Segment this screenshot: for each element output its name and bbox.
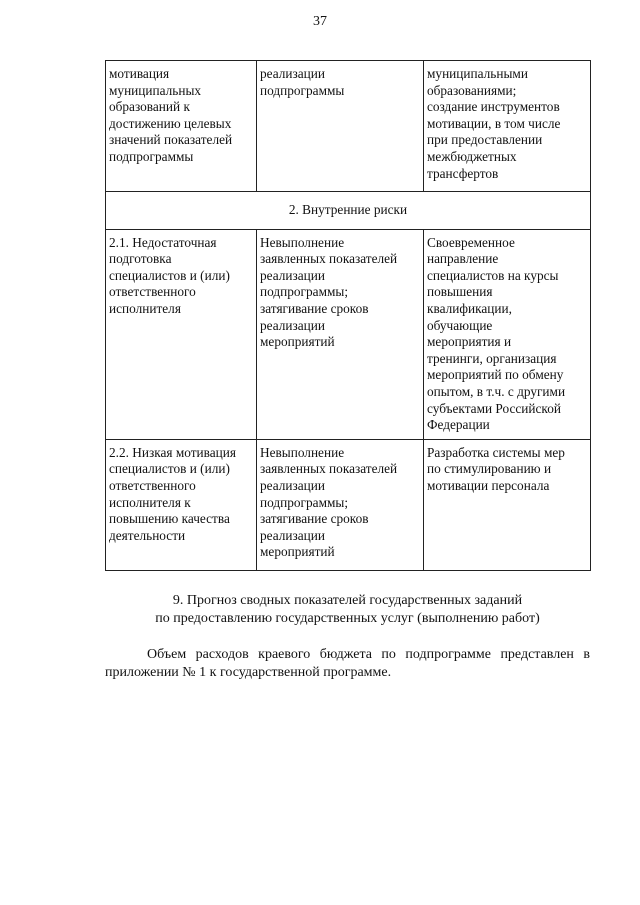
table-cell: мотивация муниципальных образований к достижению целевых значений показателей подпрограммы (106, 61, 257, 192)
table-row (106, 439, 591, 570)
page-number: 37 (313, 14, 327, 29)
table-cell: Невыполнение заявленных показателей реализации подпрограммы; затягивание сроков реализации мероприятий (257, 229, 424, 439)
table-cell: 2.2. Низкая мотивация специалистов и (или) ответственного исполнителя к повышению качества деятельности (106, 439, 257, 570)
table-row (106, 229, 591, 439)
table-section-header: 2. Внутренние риски (106, 192, 591, 230)
table-cell: муниципальными образованиями; создание инструментов мотивации, в том числе при предоставлении межбюджетных трансфертов (424, 61, 591, 192)
table-row (106, 61, 591, 192)
table-section-row (106, 192, 591, 230)
section-title: 9. Прогноз сводных показателей государственных заданий по предоставлению государственных услуг (выполнению работ) (155, 593, 540, 626)
table-cell: Разработка системы мер по стимулированию и мотивации персонала (424, 439, 591, 570)
table-cell: Своевременное направление специалистов на курсы повышения квалификации, обучающие мероприятия и тренинги, организация мероприятий по обмену опытом, в т.ч. с другими субъектами Российской Федерации (424, 229, 591, 439)
risk-table (105, 60, 591, 571)
table-cell: Невыполнение заявленных показателей реализации подпрограммы; затягивание сроков реализации мероприятий (257, 439, 424, 570)
table-cell: реализации подпрограммы (257, 61, 424, 192)
table-cell: 2.1. Недостаточная подготовка специалистов и (или) ответственного исполнителя (106, 229, 257, 439)
body-paragraph: Объем расходов краевого бюджета по подпрограмме представлен в приложении № 1 к государственной программе. (105, 647, 590, 680)
